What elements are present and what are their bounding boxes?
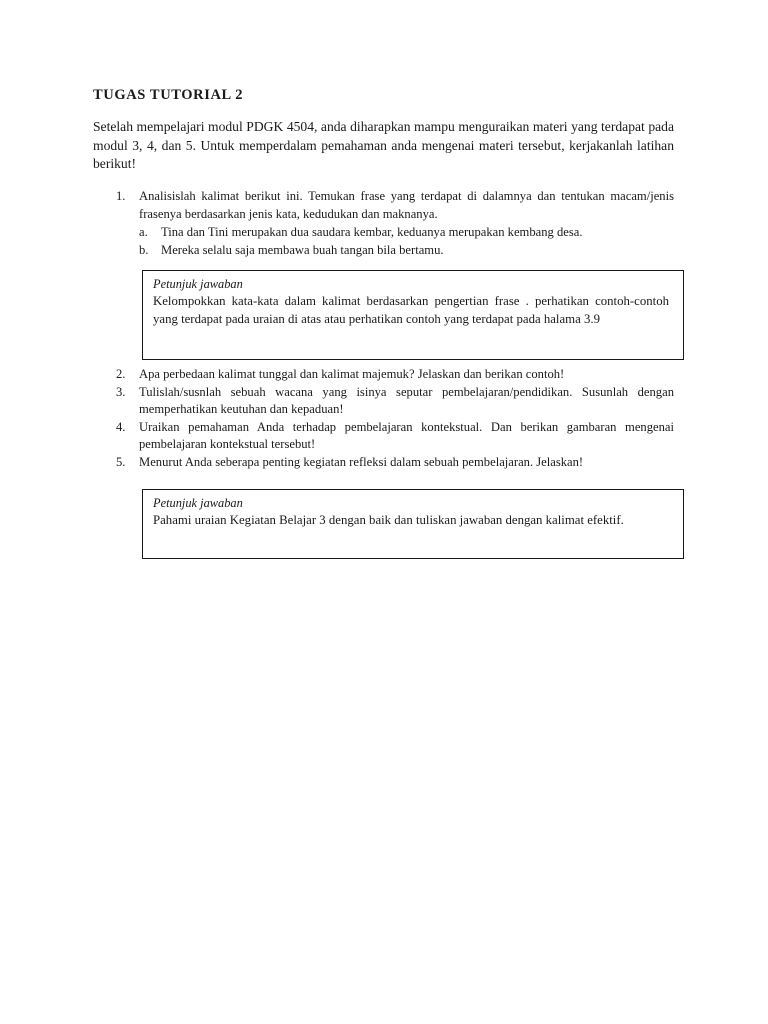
question-item-2 <box>93 366 674 384</box>
hint-title: Petunjuk jawaban <box>153 277 243 291</box>
hint-text: Pahami uraian Kegiatan Belajar 3 dengan baik dan tuliskan jawaban dengan kalimat efektif. <box>153 513 624 527</box>
question-number: 5. <box>116 454 126 469</box>
hint-box-2 <box>142 489 684 559</box>
hint-box-1 <box>142 270 684 360</box>
hint-title: Petunjuk jawaban <box>153 496 243 510</box>
question-text: Menurut Anda seberapa penting kegiatan refleksi dalam sebuah pembelajaran. Jelaskan! <box>139 454 584 469</box>
question-item-5 <box>93 454 674 472</box>
subitem-text: Mereka selalu saja membawa buah tangan bila bertamu. <box>161 243 444 257</box>
question-list-part-2 <box>93 366 674 471</box>
question-item-3 <box>93 384 674 419</box>
subitem-text: Tina dan Tini merupakan dua saudara kembar, keduanya merupakan kembang desa. <box>161 225 583 239</box>
subitem-b <box>139 241 674 259</box>
question-text: Apa perbedaan kalimat tunggal dan kalimat majemuk? Jelaskan dan berikan contoh! <box>139 367 565 381</box>
question-list-part-1 <box>93 187 674 259</box>
question-number: 1. <box>116 189 126 203</box>
question-item-4 <box>93 419 674 454</box>
question-text: Uraikan pemahaman Anda terhadap pembelajaran kontekstual. Dan berikan gambaran mengenai pembelajaran kontekstual tersebut! <box>139 419 674 451</box>
question-number: 3. <box>116 384 126 399</box>
subitem-a <box>139 223 674 241</box>
document-title: TUGAS TUTORIAL 2 <box>93 87 244 103</box>
subitem-label: b. <box>139 243 149 257</box>
question-number: 4. <box>116 419 126 434</box>
subitem-label: a. <box>139 225 148 239</box>
question-text: Analisislah kalimat berikut ini. Temukan frase yang terdapat di dalamnya dan tentukan macam/jenis frasenya berdasarkan jenis kata, kedudukan dan maknanya. <box>139 189 674 221</box>
question-1-subitems <box>139 223 674 259</box>
intro-paragraph: Setelah mempelajari modul PDGK 4504, anda diharapkan mampu menguraikan materi yang terdapat pada modul 3, 4, dan 5. Untuk memperdalam pemahaman anda mengenai materi tersebut, kerjakanlah latihan berikut! <box>93 119 674 171</box>
question-text: Tulislah/susnlah sebuah wacana yang isinya seputar pembelajaran/pendidikan. Susunlah dengan memperhatikan keutuhan dan kepaduan! <box>139 384 674 416</box>
question-item-1 <box>93 187 674 259</box>
hint-text: Kelompokkan kata-kata dalam kalimat berdasarkan pengertian frase . perhatikan contoh-contoh yang terdapat pada uraian di atas atau perhatikan contoh yang terdapat pada halama 3.9 <box>153 294 669 326</box>
question-number: 2. <box>116 367 126 381</box>
